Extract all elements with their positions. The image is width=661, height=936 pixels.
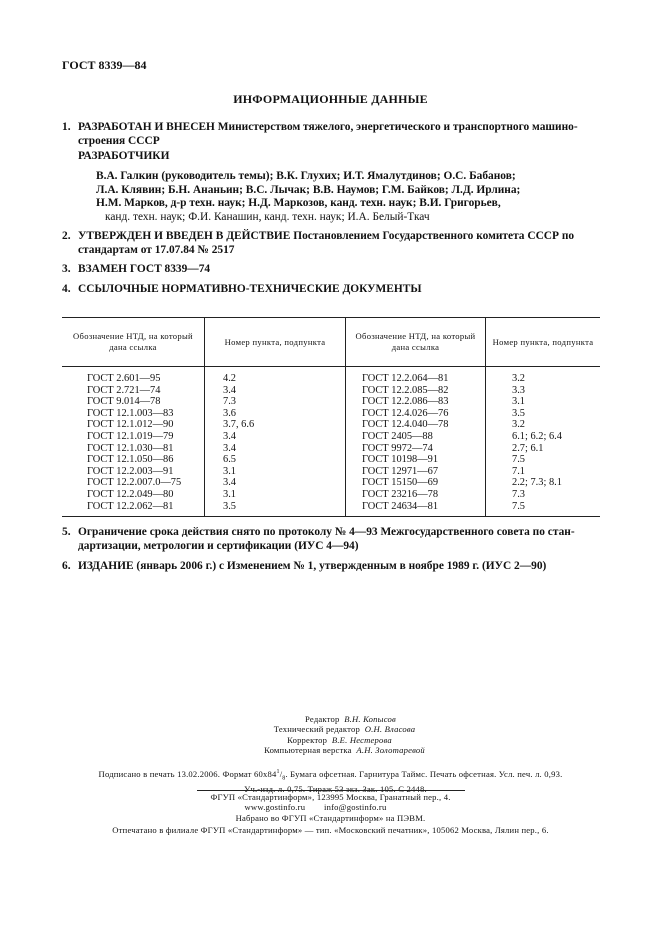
table-cell: ГОСТ 12.2.007.0—75 [87,477,182,489]
column-header: Обозначение НТД, на который дана ссылка [346,318,486,367]
table-cell: ГОСТ 9972—74 [362,442,433,454]
developers-line: Н.М. Марков, д-р техн. наук; Н.Д. Маркозов, канд. техн. наук; В.И. Григорьев, [96,197,501,210]
section-4-text: ССЫЛОЧНЫЕ НОРМАТИВНО-ТЕХНИЧЕСКИЕ ДОКУМЕНТЫ [78,283,422,295]
table-cell: 4.2 [223,373,236,384]
imprint-publisher: ФГУП «Стандартинформ», 123995 Москва, Гранатный пер., 4. www.gostinfo.ru info@gostinfo.ru Набрано во ФГУП «Стандартинформ» на ПЭВМ. Отпечатано в филиале ФГУП «Стандартинформ» — тип. «Московский печатник», 105062 Москва, Лялин пер., 6. [112,792,549,836]
email-link[interactable]: info@gostinfo.ru [324,802,387,813]
table-cell: 3.4 [223,442,236,454]
table-cell: ГОСТ 12.1.003—83 [87,407,174,419]
table-cell: 2.7; 6.1 [512,442,544,454]
section-6-text: ИЗДАНИЕ (январь 2006 г.) с Изменением № 1, утвержденным в ноябре 1989 г. (ИУС 2—90) [78,560,547,572]
section-1-text: РАЗРАБОТАН И ВНЕСЕН Министерством тяжелого, энергетического и транспортного машино-строения СССР [78,121,578,147]
section-number: 6. [62,560,71,572]
column-header: Номер пункта, подпункта [205,318,346,367]
table-cell: ГОСТ 9.014—78 [87,396,161,408]
table-cell: 3.3 [512,384,525,396]
column-header: Обозначение НТД, на который дана ссылка [62,318,205,367]
table-cell: ГОСТ 12.1.050—86 [87,454,174,466]
right-item-column [486,367,601,517]
table-cell: 7.3 [223,396,236,408]
table-cell: ГОСТ 12.2.085—82 [362,384,449,396]
table-cell: 3.4 [223,384,236,396]
table-cell: ГОСТ 12.1.019—79 [87,430,174,442]
table-cell: ГОСТ 23216—78 [362,488,439,500]
left-doc-column [62,367,205,517]
imprint-credits: Редактор В.Н. Копысов Технический редактор О.Н. Власова Корректор В.Е. Нестерова Компьютерная верстка А.Н. Золотаревой [264,714,425,756]
developers-list [96,170,606,224]
table-cell: ГОСТ 10198—91 [362,454,439,466]
table-cell: 3.4 [223,477,236,489]
section-5-text: Ограничение срока действия снято по протоколу № 4—93 Межгосударственного совета по стан-дартизации, метрологии и сертификации (ИУС 4—94) [78,526,575,552]
table-cell: ГОСТ 12.2.086—83 [362,396,449,408]
section-2 [62,230,602,257]
developers-line: Л.А. Клявин; Б.Н. Ананьин; В.С. Лычак; В.В. Наумов; Г.М. Байков; Л.Д. Ирлина; [96,183,521,196]
table-cell: 6.5 [223,454,236,466]
developers-line: В.А. Галкин (руководитель темы); В.К. Глухих; И.Т. Ямалутдинов; О.С. Бабанов; [96,170,516,182]
table-cell: ГОСТ 24634—81 [362,500,439,512]
page-title: ИНФОРМАЦИОННЫЕ ДАННЫЕ [233,92,428,106]
column-header: Номер пункта, подпункта [486,318,601,367]
table-cell: 2.2; 7.3; 8.1 [512,477,562,489]
table-cell: ГОСТ 12.2.062—81 [87,500,174,512]
table-cell: 3.6 [223,407,236,419]
reference-table [62,317,600,517]
table-cell: 3.4 [223,430,236,442]
left-item-column [205,367,346,517]
developers-heading: РАЗРАБОТЧИКИ [78,150,170,162]
divider [197,790,465,791]
table-cell: 3.2 [512,419,525,431]
table-cell: ГОСТ 2.601—95 [87,373,161,384]
section-5 [62,526,602,553]
table-cell: ГОСТ 2.721—74 [87,384,161,396]
section-1 [62,121,602,148]
website-link[interactable]: www.gostinfo.ru [244,802,306,813]
section-number: 1. [62,121,71,133]
section-3 [62,263,602,277]
table-cell: ГОСТ 12.2.049—80 [87,488,174,500]
table-cell: ГОСТ 15150—69 [362,477,439,489]
table-cell: 7.3 [512,488,525,500]
section-2-text: УТВЕРЖДЕН И ВВЕДЕН В ДЕЙСТВИЕ Постановлением Государственного комитета СССР по стандартам от 17.07.84 № 2517 [78,230,575,256]
table-cell: 3.7, 6.6 [223,419,255,431]
table-cell: 3.5 [223,500,236,512]
table-cell: ГОСТ 12.4.040—78 [362,419,449,431]
developers-line: канд. техн. наук; Ф.И. Канашин, канд. техн. наук; И.А. Белый-Ткач [105,210,430,223]
table-cell: ГОСТ 12.1.012—90 [87,419,174,431]
table-cell: 3.1 [512,396,525,408]
imprint-print-data: Подписано в печать 13.02.2006. Формат $60x84^1/_8$. Бумага офсетная. Гарнитура Таймс. Печать офсетная. Усл. печ. л. 0,93. Уч.-изд. л. 0,75. Тираж 53 экз. Зак. 105. С 2448. [98,768,563,794]
table-cell: 3.1 [223,465,236,477]
table-cell: ГОСТ 12.1.030—81 [87,442,174,454]
right-doc-column [346,367,486,517]
document-code: ГОСТ 8339—84 [62,58,147,72]
table-cell: ГОСТ 2405—88 [362,430,433,442]
table-cell: ГОСТ 12.4.026—76 [362,407,449,419]
section-4 [62,283,602,297]
section-number: 2. [62,230,71,242]
section-number: 5. [62,526,71,538]
section-number: 3. [62,263,71,275]
table-cell: 6.1; 6.2; 6.4 [512,430,562,442]
table-cell: 7.1 [512,465,525,477]
section-3-text: ВЗАМЕН ГОСТ 8339—74 [78,263,211,275]
table-cell: ГОСТ 12971—67 [362,465,439,477]
table-cell: 3.1 [223,488,236,500]
section-number: 4. [62,283,71,295]
table-cell: 3.5 [512,407,525,419]
table-cell: 7.5 [512,454,525,466]
table-cell: 7.5 [512,500,525,512]
section-6 [62,560,602,574]
table-cell: 3.2 [512,373,525,384]
table-cell: ГОСТ 12.2.003—91 [87,465,174,477]
table-cell: ГОСТ 12.2.064—81 [362,373,449,384]
